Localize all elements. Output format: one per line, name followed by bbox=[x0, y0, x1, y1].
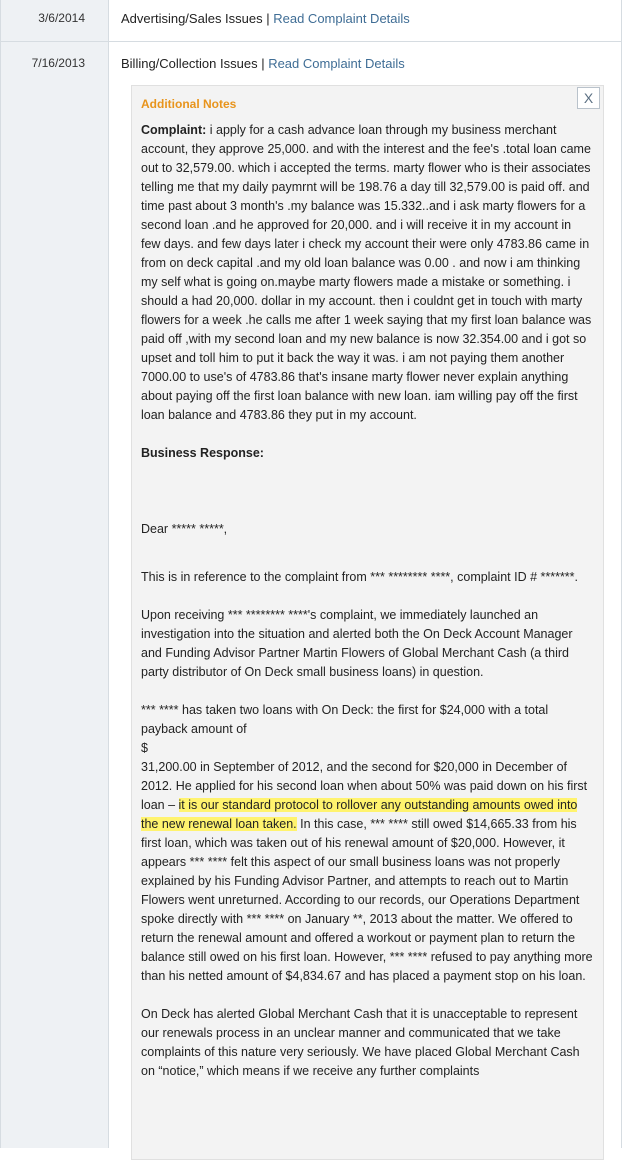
response-text: In this case, *** **** still owed $14,665.33 from his first loan, which was taken out of his renewal amount of $20,000. However, it appears *** **** felt this aspect of our small business loans was not properly explained by his Funding Advisor Partner, and attempts to reach out to Martin Flowers went unreturned. According to our records, our Operations Department spoke directly with *** **** on January **, 2013 about the matter. We offered to return the renewal amount and offered a workout or payment plan to return the balance still owed on his first loan. However, *** **** refused to pay anything more than his netted amount of $4,834.67 and has placed a payment stop on his loan. bbox=[141, 817, 593, 983]
notes-body bbox=[141, 121, 594, 1081]
response-text: 31,200.00 in September of 2012, and the second for $20,000 in December of 2012. He applied for his second loan when about 50% was paid down on his first loan – bbox=[141, 760, 588, 812]
complaint-row bbox=[1, 0, 621, 42]
close-button[interactable]: X bbox=[577, 87, 600, 109]
separator: | bbox=[257, 56, 269, 71]
complaint-row bbox=[1, 42, 621, 1148]
response-paragraph: Upon receiving *** ******** ****'s complaint, we immediately launched an investigation into the situation and alerted both the On Deck Account Manager and Funding Advisor Partner Martin Flowers of Global Merchant Cash (a third party distributor of On Deck small business loans) in question. bbox=[141, 608, 573, 679]
complaint-label: Complaint: bbox=[141, 123, 207, 137]
read-complaint-details-link[interactable]: Read Complaint Details bbox=[268, 56, 405, 71]
response-paragraph: This is in reference to the complaint from *** ******** ****, complaint ID # *******. bbox=[141, 570, 579, 584]
notes-title: Additional Notes bbox=[141, 97, 237, 111]
response-text: *** **** has taken two loans with On Deck: the first for $24,000 with a total payback amount of bbox=[141, 703, 549, 736]
issue-cell bbox=[121, 56, 405, 71]
date-cell bbox=[1, 0, 109, 41]
complaint-text: i apply for a cash advance loan through my business merchant account, they approve 25,000. and with the interest and the fee's .total loan came out to 32,579.00. which i accepted the terms. marty flower who is their associates telling me that my daily paymrnt will be 198.76 a day till 32,579.00 is paid off. and time past about 3 month's .my balance was 15.332..and i ask marty flowers for a second loan .and he approved for 20,000. and i will receive it in my account in few days. and few days later i check my account their were only 4783.86 came in from on deck capital .and my old loan balance was 0.00 . and now i am thinking my self what is going on.maybe marty flowers made a mistake or something. i should a had 20,000. dollar in my account. then i couldnt get in touch with marty flowers for a week .he calls me after 1 week saying that my first loan balance was paid off ,with my second loan and my new balance is now 32.354.00 and i got so upset and toll him to put it back the way it was. i am not paying them another 7000.00 to use's of 4783.86 that's insane marty flower never explain anything about paying off the first loan balance with new loan. iam willing pay off the first loan balance and 4783.86 they put in my account. bbox=[141, 123, 592, 422]
salutation: Dear ***** *****, bbox=[141, 522, 228, 536]
date-cell bbox=[1, 42, 109, 1148]
read-complaint-details-link[interactable]: Read Complaint Details bbox=[273, 11, 410, 26]
additional-notes-panel bbox=[131, 85, 604, 1160]
issue-type: Advertising/Sales Issues bbox=[121, 11, 263, 26]
separator: | bbox=[262, 11, 274, 26]
complaint-date: 3/6/2014 bbox=[38, 11, 85, 25]
complaint-paragraph bbox=[141, 121, 594, 425]
response-paragraph bbox=[141, 701, 594, 986]
issue-type: Billing/Collection Issues bbox=[121, 56, 258, 71]
issue-cell bbox=[121, 11, 410, 26]
complaint-date: 7/16/2013 bbox=[31, 56, 85, 70]
business-response-label: Business Response: bbox=[141, 446, 264, 460]
highlighted-text: it is our standard protocol to rollover any outstanding amounts owed into the new renewal loan taken. bbox=[141, 798, 578, 831]
response-text: $ bbox=[141, 741, 148, 755]
response-paragraph: On Deck has alerted Global Merchant Cash that it is unacceptable to represent our renewals process in an unclear manner and communicated that we take complaints of this nature very seriously. We have placed Global Merchant Cash on “notice,” which means if we receive any further complaints bbox=[141, 1007, 580, 1078]
